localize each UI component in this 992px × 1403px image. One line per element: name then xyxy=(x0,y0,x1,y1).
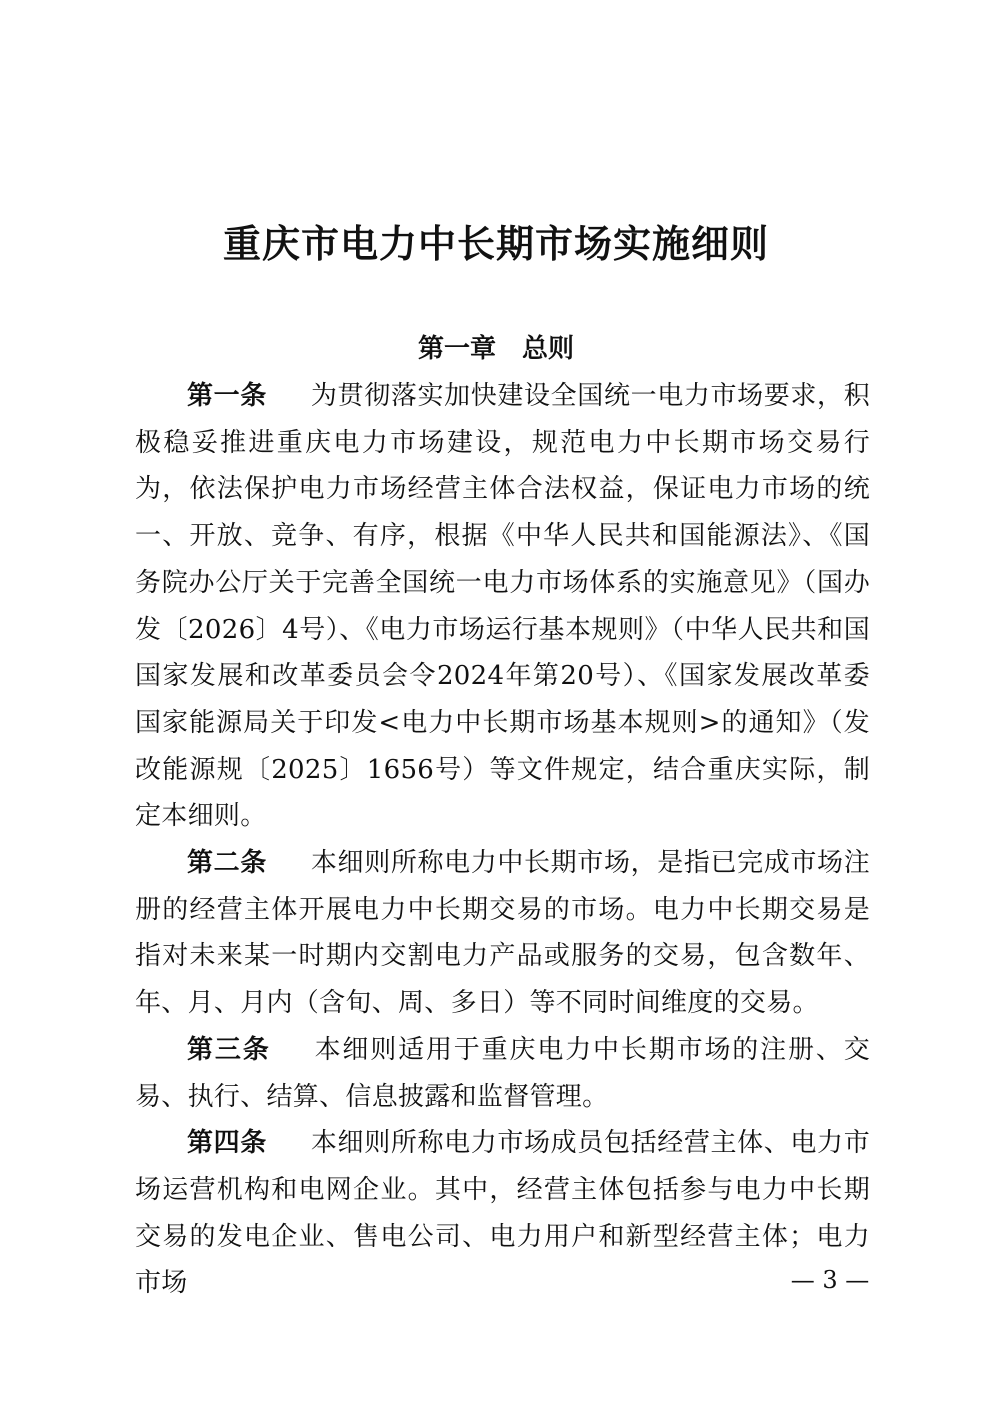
page-number: — 3 — xyxy=(790,1266,870,1294)
article-3-label: 第三条 xyxy=(187,1034,271,1065)
article-2 xyxy=(135,840,870,1027)
article-2-label: 第二条 xyxy=(187,848,267,879)
document-title: 重庆市电力中长期市场实施细则 xyxy=(222,222,769,266)
article-1-label: 第一条 xyxy=(187,381,267,411)
article-1 xyxy=(135,373,870,840)
article-3 xyxy=(135,1027,870,1120)
article-4-text: 本细则所称电力市场成员包括经营主体、电力市场运营机构和电网企业。其中，经营主体包括参与电力中长期交易的发电企业、售电公司、电力用户和新型经营主体；电力市场 xyxy=(135,1128,870,1299)
article-3-text: 本细则适用于重庆电力中长期市场的注册、交易、执行、结算、信息披露和监督管理。 xyxy=(135,1034,870,1112)
article-4 xyxy=(135,1120,870,1307)
article-2-text: 本细则所称电力中长期市场，是指已完成市场注册的经营主体开展电力中长期交易的市场。电力中长期交易是指对未来某一时期内交割电力产品或服务的交易，包含数年、年、月、月内（含旬、周、多日）等不同时间维度的交易。 xyxy=(135,848,870,1019)
chapter-title: 第一章 总则 xyxy=(417,334,574,364)
article-4-label: 第四条 xyxy=(187,1128,267,1159)
document-body xyxy=(135,373,870,1307)
article-1-text: 为贯彻落实加快建设全国统一电力市场要求，积极稳妥推进重庆电力市场建设，规范电力中长期市场交易行为，依法保护电力市场经营主体合法权益，保证电力市场的统一、开放、竞争、有序，根据《中华人民共和国能源法》、《国务院办公厅关于完善全国统一电力市场体系的实施意见》（国办发〔2026〕4号）、《电力市场运行基本规则》（中华人民共和国国家发展和改革委员会令2024年第20号）、《国家发展改革委 国家能源局关于印发<电力中长期市场基本规则>的通知》（发改能源规〔2025〕1656号）等文件规定，结合重庆实际，制定本细则。 xyxy=(135,381,870,832)
